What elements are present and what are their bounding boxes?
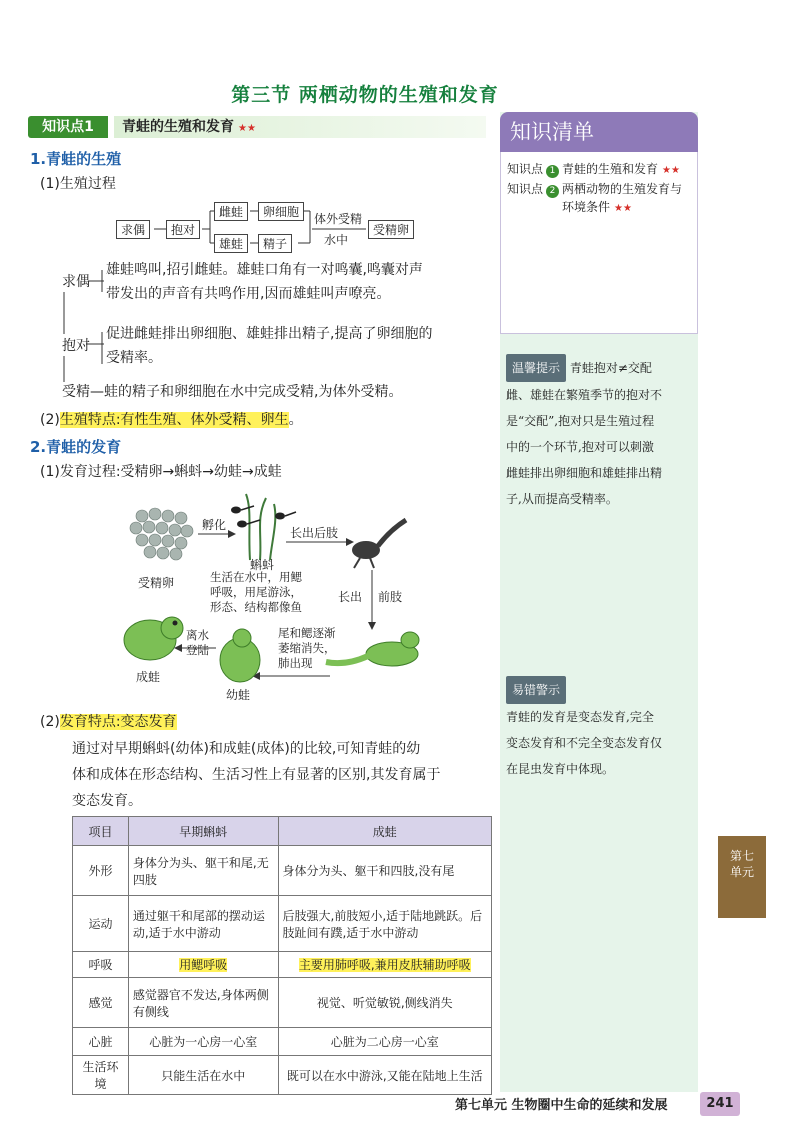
flow-qiuou: 求偶 [116,220,150,239]
dev-paragraph [72,736,492,814]
qiuou-desc [106,258,486,306]
tip-line-first [506,354,696,382]
item2-text-a: 两栖动物的生殖发育与 [562,182,683,196]
page-title: 第三节 两栖动物的生殖和发育 [231,84,499,106]
unit-tab-text: 第七单元 [729,849,754,879]
flow-jingzi: 精子 [258,234,292,253]
item2-text-b: 环境条件 [562,200,611,214]
feature-prefix: (2) [40,412,60,428]
tip-tag: 温馨提示 [506,354,566,382]
table-cell: 心脏为一心房一心室 [128,1028,278,1056]
table-cell: 身体分为头、躯干和四肢,没有尾 [278,846,491,896]
tip-line: 中的一个环节,抱对可以刺激 [506,440,654,454]
table-cell: 视觉、听觉敏锐,侧线消失 [278,978,491,1028]
kp-label-text: 青蛙的生殖和发育 [122,119,234,135]
tip-line: 子,从而提高受精率。 [506,492,618,506]
table-cell: 身体分为头、躯干和尾,无四肢 [128,846,278,896]
footer-text: 第七单元 生物圈中生命的延续和发展 [455,1098,668,1113]
table-cell: 呼吸 [73,952,129,978]
table-cell: 通过躯干和尾部的摆动运动,适于水中游动 [128,896,278,952]
table-cell: 心脏为二心房一心室 [278,1028,491,1056]
table-row [73,846,492,896]
label-egg: 受精卵 [138,576,175,590]
feature-suffix: 。 [288,412,303,428]
tip-section [506,354,696,512]
dev-highlight: 发育特点:变态发育 [59,714,177,730]
sidebar [500,112,698,1092]
development-cycle-diagram [110,490,440,710]
flow-shoujingluan: 受精卵 [368,220,414,239]
table-header: 成蛙 [278,817,491,846]
dev-para2: 体和成体在形态结构、生活习性上有显著的区别,其发育属于 [72,767,441,783]
tip-line: 雌蛙排出卵细胞和雄蛙排出精 [506,466,663,480]
warn-line: 变态发育和不完全变态发育仅 [506,736,663,750]
feature-highlight: 生殖特点:有性生殖、体外受精、卵生 [59,412,289,428]
baodui-line1: 促进雌蛙排出卵细胞、雄蛙排出精子,提高了卵细胞的 [106,326,433,342]
baodui-label: 抱对 [62,338,90,354]
wei-desc [278,626,336,671]
highlight-cell: 主要用肺呼吸,兼用皮肤辅助呼吸 [298,958,471,972]
wei-desc1: 尾和鳃逐渐 [278,626,336,640]
wei-desc3: 肺出现 [278,656,313,670]
kedou-desc [210,570,302,615]
knowledge-point-bar [28,116,486,138]
warn-tag: 易错警示 [506,676,566,704]
sub-heading-dev-process: (1)发育过程:受精卵→蝌蚪→幼蛙→成蛙 [40,464,282,480]
knowledge-item-2 [507,180,682,198]
lishui2: 登陆 [186,643,209,657]
development-features [40,710,177,734]
item1-prefix: 知识点 [507,162,544,176]
qiuou-label: 求偶 [62,274,90,290]
table-cell: 只能生活在水中 [128,1056,278,1095]
kp-tag: 知识点1 [28,116,108,138]
knowledge-item-1 [507,160,680,180]
table-row [73,978,492,1028]
item1-text: 青蛙的生殖和发育 [562,162,659,176]
water-plant-icon [246,494,275,560]
section-heading-development: 2.青蛙的发育 [30,438,122,456]
knowledge-item-2b [562,198,632,218]
label-qianzhi-a: 长出 [338,590,363,604]
item2-stars: ★★ [614,203,632,214]
tadpole-icon [231,506,296,528]
table-cell [278,952,491,978]
table-row [73,1056,492,1095]
tip-line: 是“交配”,抱对只是生殖过程 [506,414,655,428]
tip-line: 青蛙抱对≠交配 [569,361,652,375]
warn-tag-row [506,676,696,704]
sub-heading-process: (1)生殖过程 [40,176,116,192]
flow-shuizhong: 水中 [324,233,349,247]
kedou-desc2: 呼吸，用尾游泳， [210,585,302,599]
qiuou-line1: 雄蛙鸣叫,招引雌蛙。雄蛙口角有一对鸣囊,鸣囊对声 [106,262,423,278]
highlight-cell: 用鳃呼吸 [179,958,228,972]
shoujing-line: 受精—蛙的精子和卵细胞在水中完成受精,为体外受精。 [62,384,403,400]
reproduction-flow-diagram [110,198,420,250]
label-fuhua: 孵化 [202,518,227,532]
qiuou-line2: 带发出的声音有共鸣作用,因而雄蛙叫声嘹亮。 [106,286,391,302]
baodui-line2: 受精率。 [106,350,162,366]
table-header: 项目 [73,817,129,846]
table-row [73,952,492,978]
table-cell: 感觉 [73,978,129,1028]
table-cell: 后肢强大,前肢短小,适于陆地跳跃。后肢趾间有蹼,适于水中游动 [278,896,491,952]
lishui-desc [186,628,209,658]
table-cell: 生活环境 [73,1056,129,1095]
dev-para1: 通过对早期蝌蚪(幼体)和成蛙(成体)的比较,可知青蛙的幼 [72,741,421,757]
table-cell: 感觉器官不发达,身体两侧有侧线 [128,978,278,1028]
label-kedou: 蝌蚪 [250,558,275,572]
table-cell: 心脏 [73,1028,129,1056]
table-row [73,896,492,952]
table-cell [128,952,278,978]
froglet-tail-icon [326,632,419,666]
flow-cixing: 雌蛙 [214,202,248,221]
table-cell: 外形 [73,846,129,896]
table-cell: 既可以在水中游泳,又能在陆地上生活 [278,1056,491,1095]
warn-line: 在昆虫发育中体现。 [506,762,615,776]
table-cell: 运动 [73,896,129,952]
kedou-desc1: 生活在水中，用鳃 [210,570,302,584]
kp-label [114,116,486,138]
page-number: 241 [700,1092,740,1116]
table-header: 早期蝌蚪 [128,817,278,846]
label-chengwa: 成蛙 [136,670,161,684]
section-heading-reproduction: 1.青蛙的生殖 [30,150,122,168]
unit-tab [718,836,766,918]
label-houzhi: 长出后肢 [290,526,339,540]
lishui1: 离水 [186,628,209,642]
warn-line: 青蛙的发育是变态发育,完全 [506,710,654,724]
item1-num-badge: 1 [546,165,559,178]
label-youwa: 幼蛙 [226,688,251,702]
table-header-row [73,817,492,846]
tadpole-hindlimb-icon [352,520,406,568]
item2-num-badge: 2 [546,185,559,198]
flow-baodui: 抱对 [166,220,200,239]
adult-frog-icon [124,617,183,660]
item2-prefix: 知识点 [507,182,544,196]
tip-line: 雌、雄蛙在繁殖季节的抱对不 [506,388,663,402]
item1-stars: ★★ [662,165,680,176]
reproduction-features [40,408,303,432]
young-frog-icon [220,629,260,682]
comparison-table [72,816,492,1095]
kedou-desc3: 形态、结构都像鱼 [210,600,302,614]
flow-luanxibao: 卵细胞 [258,202,304,221]
flow-tiwai: 体外受精 [314,212,363,226]
egg-cluster-icon [130,508,193,560]
kp-stars: ★★ [238,123,256,134]
baodui-desc [106,322,486,370]
table-row [73,1028,492,1056]
flow-xiongwa: 雄蛙 [214,234,248,253]
dev-prefix: (2) [40,714,60,730]
label-qianzhi-b: 前肢 [378,590,403,604]
dev-para3: 变态发育。 [72,793,142,809]
wei-desc2: 萎缩消失， [278,641,336,655]
knowledge-list-title: 知识清单 [500,112,698,152]
warning-section [506,676,696,782]
knowledge-list-box [500,152,698,334]
